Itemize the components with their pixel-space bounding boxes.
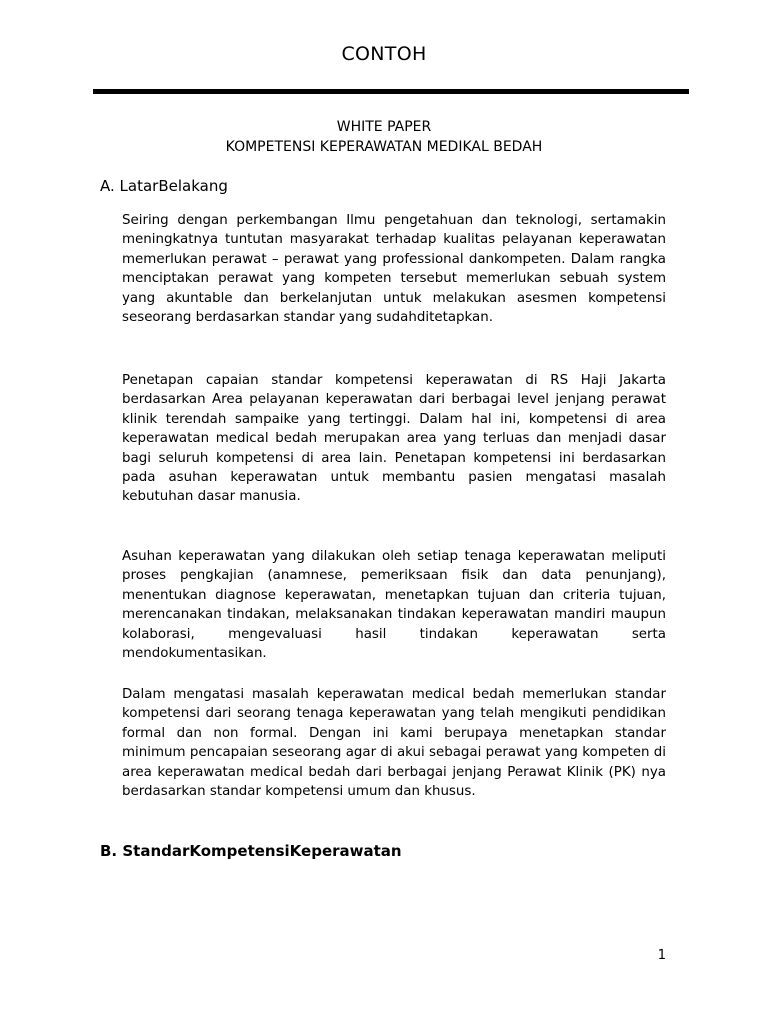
document-header: CONTOH — [341, 43, 427, 65]
title-line-1: WHITE PAPER — [336, 119, 432, 135]
section-a-heading: A. LatarBelakang — [100, 177, 228, 195]
document-title — [0, 117, 768, 157]
title-line-2: KOMPETENSI KEPERAWATAN MEDIKAL BEDAH — [225, 139, 543, 155]
section-a-paragraph-4: Dalam mengatasi masalah keperawatan medical bedah memerlukan standar kompetensi dari seorang tenaga keperawatan yang telah mengikuti pendidikan formal dan non formal. Dengan ini kami berupaya menetapkan standar minimum pencapaian seseorang agar di akui sebagai perawat yang kompeten di area keperawatan medical bedah dari berbagai jenjang Perawat Klinik (PK) nya berdasarkan standar kompetensi umum dan khusus. — [122, 687, 666, 800]
section-a-paragraph-3: Asuhan keperawatan yang dilakukan oleh setiap tenaga keperawatan meliputi proses pengkajian (anamnese, pemeriksaan fisik dan data penunjang), menentukan diagnose keperawatan, menetapkan tujuan dan criteria tujuan, merencanakan tindakan, melaksanakan tindakan keperawatan mandiri maupun kolaborasi, mengevaluasi hasil tindakan keperawatan serta mendokumentasikan. — [122, 549, 666, 662]
section-b-heading: B. StandarKompetensiKeperawatan — [100, 842, 402, 860]
page-number: 1 — [657, 948, 666, 963]
section-a-paragraph-1: Seiring dengan perkembangan Ilmu pengetahuan dan teknologi, sertamakin meningkatnya tuntutan masyarakat terhadap kualitas pelayanan keperawatan memerlukan perawat – perawat yang professional dankompeten. Dalam rangka menciptakan perawat yang kompeten tersebut memerlukan sebuah system yang akuntable dan berkelanjutan untuk melakukan asesmen kompetensi seseorang berdasarkan standar yang sudahditetapkan. — [122, 213, 666, 326]
header-divider — [93, 89, 689, 94]
section-a-paragraph-2: Penetapan capaian standar kompetensi keperawatan di RS Haji Jakarta berdasarkan Area pelayanan keperawatan dari berbagai level jenjang perawat klinik terendah sampaike yang tertinggi. Dalam hal ini, kompetensi di area keperawatan medical bedah merupakan area yang terluas dan menjadi dasar bagi seluruh kompetensi di area lain. Penetapan kompetensi ini berdasarkan pada asuhan keperawatan untuk membantu pasien mengatasi masalah kebutuhan dasar manusia. — [122, 373, 666, 505]
